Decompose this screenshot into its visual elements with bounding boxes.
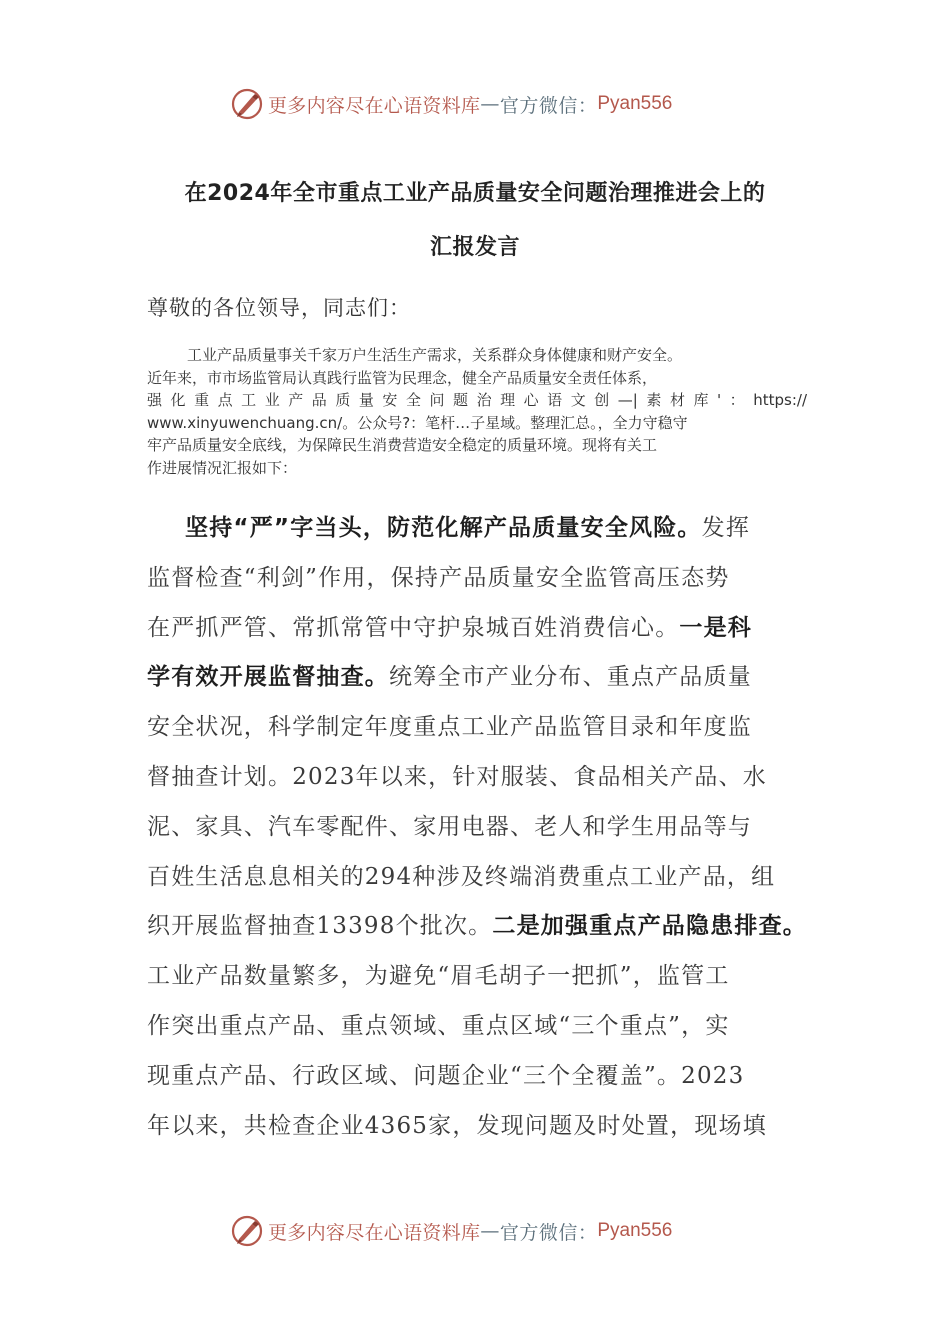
body-line: 泥、家具、汽车零配件、家用电器、老人和学生用品等与 bbox=[147, 813, 752, 840]
body-line: 作突出重点产品、重点领域、重点区域“三个重点”，实 bbox=[147, 1012, 730, 1039]
banner-text: 更多内容尽在心语资料库 bbox=[268, 1221, 481, 1244]
body-text: 发挥 bbox=[701, 515, 751, 541]
banner-dash: — bbox=[480, 1220, 500, 1242]
point-heading: 二是加强重点产品隐患排查。 bbox=[492, 913, 807, 940]
body-line bbox=[147, 653, 827, 703]
body-line: 安全状况，科学制定年度重点工业产品监管目录和年度监 bbox=[147, 714, 752, 741]
point-heading: 一是科 bbox=[679, 614, 753, 641]
body-line: 监督检查“利剑”作用，保持产品质量安全监管高压态势 bbox=[147, 564, 730, 591]
banner-label: 官方微信： bbox=[499, 94, 598, 117]
intro-paragraph bbox=[147, 344, 807, 480]
body-line: 督抽查计划。2023年以来，针对服装、食品相关产品、水 bbox=[147, 763, 767, 790]
intro-line: 近年来，市市场监管局认真践行监管为民理念，健全产品质量安全责任体系， bbox=[147, 368, 658, 387]
body-text: 统筹全市产业分布、重点产品质量 bbox=[389, 664, 752, 691]
banner-text: 更多内容尽在心语资料库 bbox=[268, 94, 481, 117]
intro-line: 牢产品质量安全底线，为保障民生消费营造安全稳定的质量环境。现将有关工 bbox=[147, 436, 658, 455]
intro-line: www.xinyuwenchuang.cn/。公众号?：笔杆…子星域。整理汇总。，全力守稳守 bbox=[147, 413, 688, 432]
banner-wechat-id: Pyan556 bbox=[597, 1220, 673, 1241]
body-line bbox=[147, 604, 827, 654]
doc-title-line-2: 汇报发言 bbox=[429, 235, 520, 260]
banner-wechat-id: Pyan556 bbox=[597, 93, 673, 114]
banner-label: 官方微信： bbox=[499, 1221, 598, 1244]
header-banner bbox=[230, 86, 672, 122]
body-line: 工业产品数量繁多，为避免“眉毛胡子一把抓”，监管工 bbox=[147, 963, 730, 990]
body-line bbox=[147, 504, 827, 554]
doc-title-line-1: 在2024年全市重点工业产品质量安全问题治理推进会上的 bbox=[184, 181, 766, 206]
section-heading: 坚持“严”字当头，防范化解产品质量安全风险。 bbox=[185, 515, 702, 541]
pen-logo-icon bbox=[230, 1214, 264, 1248]
body-text: 织开展监督抽查13398个批次。 bbox=[147, 913, 493, 940]
footer-banner bbox=[230, 1213, 672, 1249]
intro-line: 强化重点工业产品质量安全问题治理心语文创—|素材库'：https:// bbox=[147, 391, 807, 410]
body-line: 年以来，共检查企业4365家，发现问题及时处置，现场填 bbox=[147, 1112, 767, 1139]
intro-line: 作进展情况汇报如下： bbox=[147, 458, 298, 477]
body-paragraph bbox=[147, 504, 827, 1151]
salutation: 尊敬的各位领导，同志们： bbox=[147, 296, 411, 320]
body-line: 百姓生活息息相关的294种涉及终端消费重点工业产品，组 bbox=[147, 863, 776, 890]
intro-line: 工业产品质量事关千家万户生活生产需求，关系群众身体健康和财产安全。 bbox=[187, 346, 683, 364]
pen-logo-icon bbox=[230, 87, 264, 121]
point-heading: 学有效开展监督抽查。 bbox=[147, 664, 389, 691]
body-line bbox=[147, 902, 827, 952]
body-text: 在严抓严管、常抓常管中守护泉城百姓消费信心。 bbox=[147, 614, 680, 641]
body-line: 现重点产品、行政区域、问题企业“三个全覆盖”。2023 bbox=[147, 1062, 745, 1089]
banner-dash: — bbox=[480, 93, 500, 115]
